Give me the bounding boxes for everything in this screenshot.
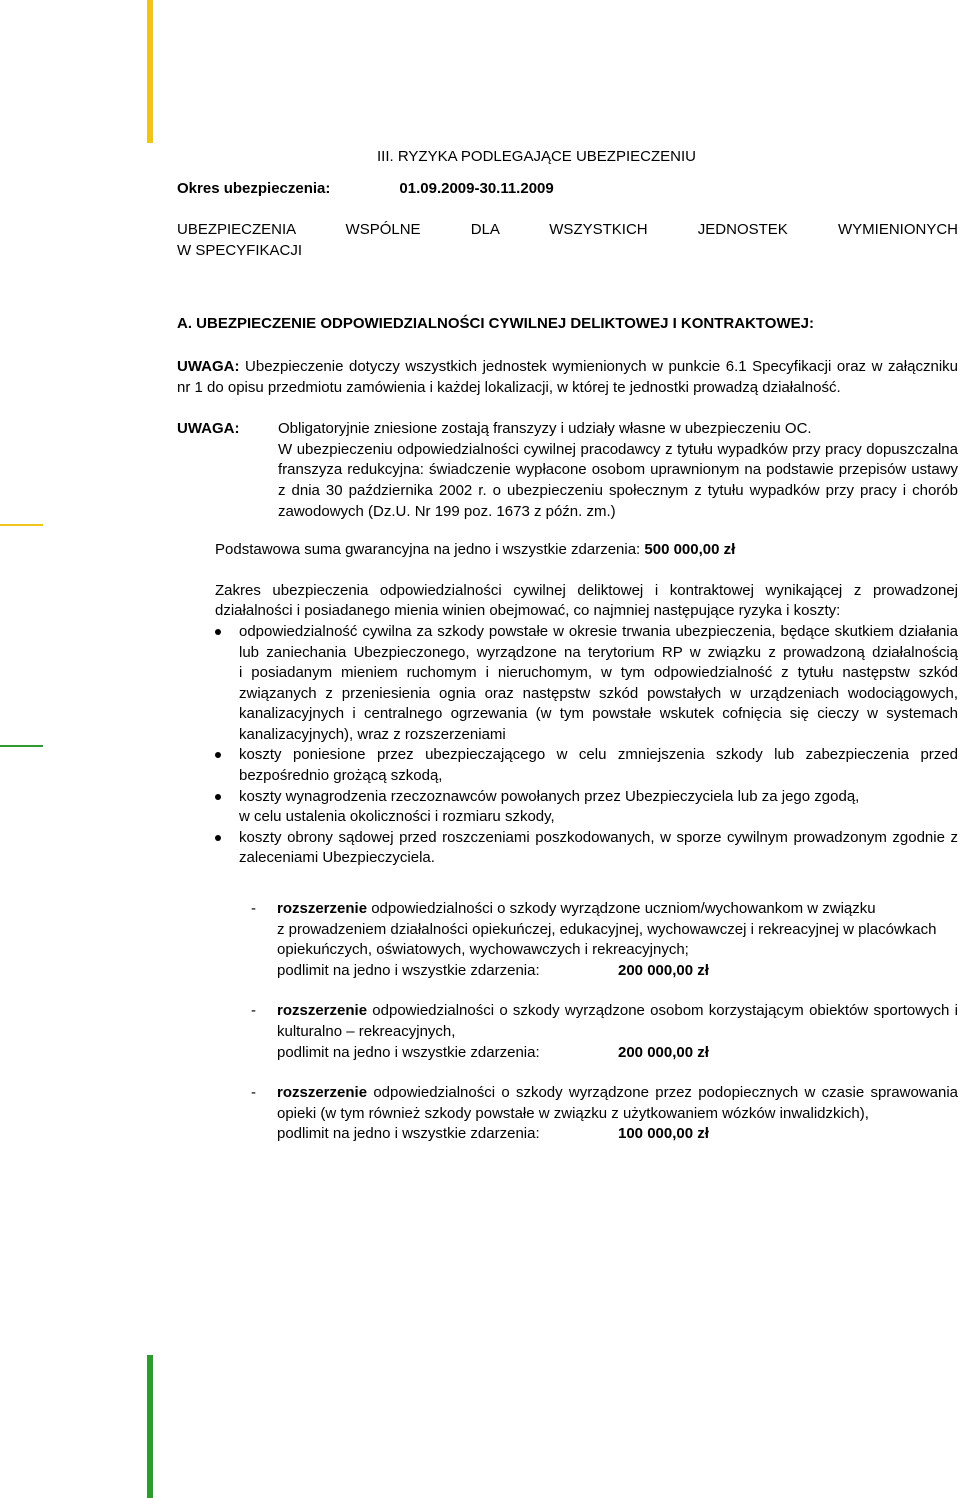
note-1-text: Ubezpieczenie dotyczy wszystkich jednostek wymienionych w punkcie 6.1 Specyfikacji oraz w załączniku nr 1 do opisu przedmiotu zamówienia i każdej lokalizacji, w której te jednostki prowadzą działalność. bbox=[177, 357, 958, 396]
list-item-text-a: koszty poniesione przez ubezpieczającego w celu zmniejszenia szkody lub zabezpieczenia przed bezpośrednio grożącą szkodą, bbox=[239, 746, 958, 785]
common-heading-line1: UBEZPIECZENIA WSPÓLNE DLA WSZYSTKICH JEDNOSTEK WYMIENIONYCH bbox=[177, 221, 958, 239]
sublimit-row bbox=[277, 1043, 958, 1064]
sublimit-label: podlimit na jedno i wszystkie zdarzenia: bbox=[277, 961, 540, 979]
extension-bold: rozszerzenie bbox=[277, 900, 368, 918]
list-item bbox=[215, 787, 958, 828]
list-item bbox=[215, 828, 958, 869]
period-label: Okres ubezpieczenia: bbox=[177, 179, 331, 197]
green-edge-mark bbox=[0, 745, 43, 747]
list-item bbox=[215, 622, 958, 746]
period-value: 01.09.2009-30.11.2009 bbox=[399, 179, 554, 197]
extension-bold: rozszerzenie bbox=[277, 1002, 368, 1020]
note-2-label: UWAGA: bbox=[177, 420, 240, 438]
note-2-text bbox=[278, 419, 958, 522]
bullet-icon bbox=[215, 629, 221, 635]
guarantee-sum bbox=[215, 540, 958, 561]
list-item-text-a: odpowiedzialność cywilna za szkody powstałe w okresie trwania ubezpieczenia, będące skutkiem działania lub zaniechania Ubezpieczonego, wyrządzone na terytorium RP w związku z prowadzoną działalnością bbox=[239, 622, 958, 661]
sublimit-value: 200 000,00 zł bbox=[618, 961, 709, 979]
document-content bbox=[177, 147, 958, 1145]
sublimit-label: podlimit na jedno i wszystkie zdarzenia: bbox=[277, 1125, 540, 1143]
note-2-line2: W ubezpieczeniu odpowiedzialności cywilnej pracodawcy z tytułu wypadków przy pracy dopuszczalna franszyza redukcyjna: świadczenie wypłacone osobom uprawnionym na podstawie przepisów ustawy z dnia 30 października 2002 r. o ubezpieczeniu społecznym z tytułu wypadków przy pracy i chorób zawodowych (Dz.U. Nr 199 poz. 1673 z późn. zm.) bbox=[278, 440, 958, 520]
sublimit-label: podlimit na jedno i wszystkie zdarzenia: bbox=[277, 1043, 540, 1061]
extension-item bbox=[215, 1083, 958, 1145]
common-heading-line2: W SPECYFIKACJI bbox=[177, 241, 303, 259]
section-a-title: A. UBEZPIECZENIE ODPOWIEDZIALNOŚCI CYWILNEJ DELIKTOWEJ I KONTRAKTOWEJ: bbox=[177, 315, 814, 333]
sum-value: 500 000,00 zł bbox=[644, 541, 736, 559]
note-1-label: UWAGA: bbox=[177, 357, 240, 375]
common-insurance-heading bbox=[177, 220, 958, 261]
bullet-icon bbox=[215, 835, 221, 841]
list-item-text-b: w celu ustalenia okoliczności i rozmiaru szkody, bbox=[239, 808, 555, 826]
scope-text: Zakres ubezpieczenia odpowiedzialności cywilnej deliktowej i kontraktowej wynikającej z prowadzonej działalności i posiadanego mienia winien obejmować, co najmniej następujące ryzyka i koszty: bbox=[215, 581, 958, 620]
sublimit-row bbox=[277, 1124, 958, 1145]
sublimit-value: 200 000,00 zł bbox=[618, 1043, 709, 1061]
extension-text: odpowiedzialności o szkody wyrządzone uczniom/wychowankom w związku bbox=[367, 900, 876, 918]
yellow-margin-bar bbox=[147, 0, 153, 143]
extension-text: odpowiedzialności o szkody wyrządzone przez podopiecznych w czasie sprawowania opieki (w tym również szkody powstałe w związku z użytkowaniem wózków inwalidzkich), bbox=[277, 1084, 958, 1122]
dash-marker: - bbox=[251, 900, 256, 918]
sum-label: Podstawowa suma gwarancyjna na jedno i wszystkie zdarzenia: bbox=[215, 541, 645, 559]
note-2-line1: Obligatoryjnie zniesione zostają franszyzy i udziały własne w ubezpieczeniu OC. bbox=[278, 420, 812, 438]
list-item bbox=[215, 745, 958, 786]
extension-bold: rozszerzenie bbox=[277, 1084, 368, 1102]
list-item-text-a: koszty obrony sądowej przed roszczeniami poszkodowanych, w sporze cywilnym prowadzonym zgodnie z zaleceniami Ubezpieczyciela. bbox=[239, 828, 958, 867]
green-margin-bar bbox=[147, 1355, 153, 1498]
list-item-text-b: i posiadanym mieniem ruchomym i nieruchomym, w tym odpowiedzialność z tytułu następstw szkód związanych z przeniesienia ognia oraz następstw szkód powstałych w urządzeniach wodociągowych, kanalizacyjnych i centralnego ogrzewania (w tym powstałe wskutek cofnięcia się cieczy w systemach kanalizacyjnych), wraz z rozszerzeniami bbox=[239, 664, 958, 743]
extension-text-b: z prowadzeniem działalności opiekuńczej, edukacyjnej, wychowawczej i rekreacyjnej w placówkach opiekuńczych, oświatowych, wychowawczych i rekreacyjnych; bbox=[277, 920, 937, 959]
insurance-period bbox=[177, 179, 958, 200]
extension-text-a bbox=[277, 899, 958, 920]
sublimit-row bbox=[277, 961, 958, 982]
bullet-icon bbox=[215, 794, 221, 800]
note-2 bbox=[177, 419, 958, 522]
extension-text-a bbox=[277, 1001, 958, 1042]
extension-item bbox=[215, 899, 958, 981]
extension-text: odpowiedzialności o szkody wyrządzone osobom korzystającym obiektów sportowych i kulturalno – rekreacyjnych, bbox=[277, 1002, 958, 1040]
dash-marker: - bbox=[251, 1084, 256, 1102]
list-item-text-a: koszty wynagrodzenia rzeczoznawców powołanych przez Ubezpieczyciela lub za jego zgodą, bbox=[239, 787, 860, 805]
sublimit-value: 100 000,00 zł bbox=[618, 1125, 709, 1143]
risk-list bbox=[215, 622, 958, 869]
extension-text-a bbox=[277, 1083, 958, 1124]
section-title: III. RYZYKA PODLEGAJĄCE UBEZPIECZENIU bbox=[377, 148, 696, 165]
bullet-icon bbox=[215, 752, 221, 758]
dash-marker: - bbox=[251, 1002, 256, 1020]
note-1 bbox=[177, 357, 958, 398]
yellow-edge-mark bbox=[0, 524, 43, 526]
extension-item bbox=[215, 1001, 958, 1063]
